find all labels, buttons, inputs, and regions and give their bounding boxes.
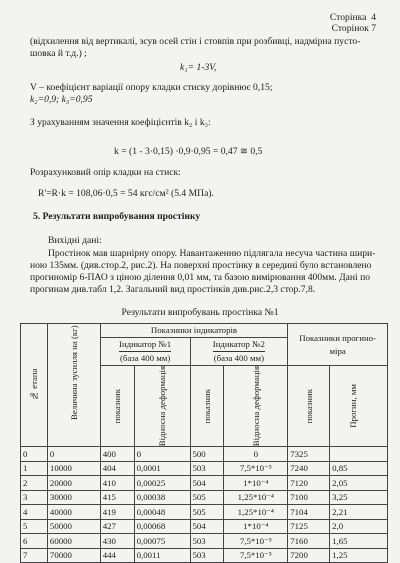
table-cell: 7125 — [288, 519, 330, 534]
section-title: 5. Результати випробування простінку — [33, 211, 201, 222]
table-cell: 503 — [190, 534, 224, 549]
table-cell: 7,5*10⁻⁵ — [224, 534, 288, 549]
header-gauge: Показники прогино- міра — [288, 324, 388, 366]
page-label: Сторінка — [329, 12, 367, 23]
table-row — [21, 548, 388, 563]
table-title: Результати випробувань простінка №1 — [121, 307, 279, 318]
table-row — [21, 519, 388, 534]
table-cell: 1 — [21, 461, 48, 476]
header-rel-1: Відносна деформація — [134, 366, 190, 447]
table-cell: 503 — [190, 548, 224, 563]
table-cell: 70000 — [47, 548, 100, 563]
table-cell: 419 — [100, 505, 134, 520]
table-row — [21, 534, 388, 549]
table-cell: 7240 — [288, 461, 330, 476]
table-cell: 2,0 — [330, 519, 388, 534]
table-cell: 503 — [190, 461, 224, 476]
page-number: 4 — [371, 12, 376, 23]
table-cell: 427 — [100, 519, 134, 534]
table-cell: 400 — [100, 447, 134, 462]
body-line-1: (відхилення від вертикалі, зсув осей стін і стовпів при розбивці, надмірна пусто- — [30, 36, 361, 47]
table-cell: 410 — [100, 476, 134, 491]
table-cell: 2 — [21, 476, 48, 491]
header-force: Величина зусилля на (кг) — [47, 324, 100, 447]
formula-r: R'=R·k = 108,06·0,5 = 54 кгс/см² (5.4 МПа). — [38, 188, 214, 199]
header-deflection: Прогин, мм — [330, 366, 388, 447]
table-cell: 10000 — [47, 461, 100, 476]
table-cell: 7,5*10⁻⁵ — [224, 548, 288, 563]
table-cell: 0,85 — [330, 461, 388, 476]
table-cell: 3,25 — [330, 490, 388, 505]
table-cell — [330, 447, 388, 462]
body-line-4: k₂=0,9; k₃=0,95 — [30, 94, 93, 105]
paragraph-line-3: прогиномір 6-ПАО з ціною ділення 0,01 мм, та базою вимірювання 400мм. Дані по — [30, 272, 371, 283]
table-cell: 1*10⁻⁴ — [224, 519, 288, 534]
table-cell: 415 — [100, 490, 134, 505]
table-cell: 7120 — [288, 476, 330, 491]
table-cell: 5 — [21, 519, 48, 534]
header-stage: № етапа — [21, 324, 48, 447]
table-cell: 4 — [21, 505, 48, 520]
pages-label: Сторінок — [331, 23, 369, 34]
table-cell: 1,25*10⁻⁴ — [224, 490, 288, 505]
table-cell: 0 — [47, 447, 100, 462]
header-gauge-reading: показник — [288, 366, 330, 447]
table-cell: 0,00025 — [134, 476, 190, 491]
table-cell: 1,65 — [330, 534, 388, 549]
table-row — [21, 447, 388, 462]
table-row — [21, 461, 388, 476]
table-cell: 505 — [190, 490, 224, 505]
table-cell: 7160 — [288, 534, 330, 549]
paragraph-line-1: Простінок мав шарнірну опору. Навантаженню підлягала несуча частина шири- — [48, 248, 376, 259]
table-cell: 3 — [21, 490, 48, 505]
table-cell: 50000 — [47, 519, 100, 534]
header-indicator-1: Індикатор №1 (база 400 мм) — [100, 338, 190, 366]
table-cell: 0,0001 — [134, 461, 190, 476]
table-cell: 1*10⁻⁴ — [224, 476, 288, 491]
table-row — [21, 505, 388, 520]
table-cell: 60000 — [47, 534, 100, 549]
table-cell: 504 — [190, 476, 224, 491]
body-line-6: Розрахунковий опір кладки на стиск: — [30, 167, 181, 178]
table-cell: 7 — [21, 548, 48, 563]
body-line-2: шовка й т.д.) ; — [30, 48, 87, 59]
results-table — [20, 323, 388, 563]
paragraph-line-2: ною 135мм. (див.стор.2, рис.2). На поверхні простінку в середині було встановлено — [30, 260, 372, 271]
header-reading-2: показник — [190, 366, 224, 447]
table-cell: 1,25 — [330, 548, 388, 563]
table-cell: 0,00068 — [134, 519, 190, 534]
table-body — [21, 447, 388, 563]
table-cell: 7104 — [288, 505, 330, 520]
body-line-3: V – коефіцієнт варіації опору кладки стиску дорівнює 0,15; — [30, 82, 273, 93]
table-cell: 7100 — [288, 490, 330, 505]
subsection-title: Вихідні дані: — [48, 235, 102, 246]
formula-k: k = (1 - 3·0,15) ·0,9·0,95 = 0,47 ≅ 0,5 — [114, 146, 263, 157]
table-cell: 0 — [224, 447, 288, 462]
pages-total: 7 — [371, 23, 376, 34]
pages-total-line — [256, 23, 376, 35]
table-cell: 0 — [134, 447, 190, 462]
table-cell: 500 — [190, 447, 224, 462]
table-cell: 404 — [100, 461, 134, 476]
table-cell: 1,25*10⁻⁴ — [224, 505, 288, 520]
header-indicator-2: Індикатор №2 (база 400 мм) — [190, 338, 288, 366]
body-line-5: З урахуванням значення коефіцієнтів k₂ і k₃: — [30, 117, 211, 128]
table-cell: 0 — [21, 447, 48, 462]
header-indicators: Показники індикаторів — [100, 324, 288, 338]
table-cell: 505 — [190, 505, 224, 520]
table-cell: 7325 — [288, 447, 330, 462]
table-cell: 40000 — [47, 505, 100, 520]
table-cell: 444 — [100, 548, 134, 563]
table-cell: 7200 — [288, 548, 330, 563]
table-row — [21, 476, 388, 491]
table-cell: 0,00038 — [134, 490, 190, 505]
paragraph-line-4: прогинам див.табл 1,2. Загальний вид простінків див.рис.2,3 стор.7,8. — [30, 284, 316, 295]
table-cell: 0,00048 — [134, 505, 190, 520]
table-cell: 0,0011 — [134, 548, 190, 563]
table-row — [21, 490, 388, 505]
table-cell: 7,5*10⁻⁵ — [224, 461, 288, 476]
table-cell: 2,21 — [330, 505, 388, 520]
table-cell: 20000 — [47, 476, 100, 491]
table-cell: 2,05 — [330, 476, 388, 491]
table-cell: 30000 — [47, 490, 100, 505]
header-rel-2: Відносна деформація — [224, 366, 288, 447]
table-cell: 504 — [190, 519, 224, 534]
table-cell: 430 — [100, 534, 134, 549]
formula-k1: k₁= 1-3V, — [180, 62, 217, 73]
table-cell: 0,00075 — [134, 534, 190, 549]
table-cell: 6 — [21, 534, 48, 549]
header-reading-1: показник — [100, 366, 134, 447]
